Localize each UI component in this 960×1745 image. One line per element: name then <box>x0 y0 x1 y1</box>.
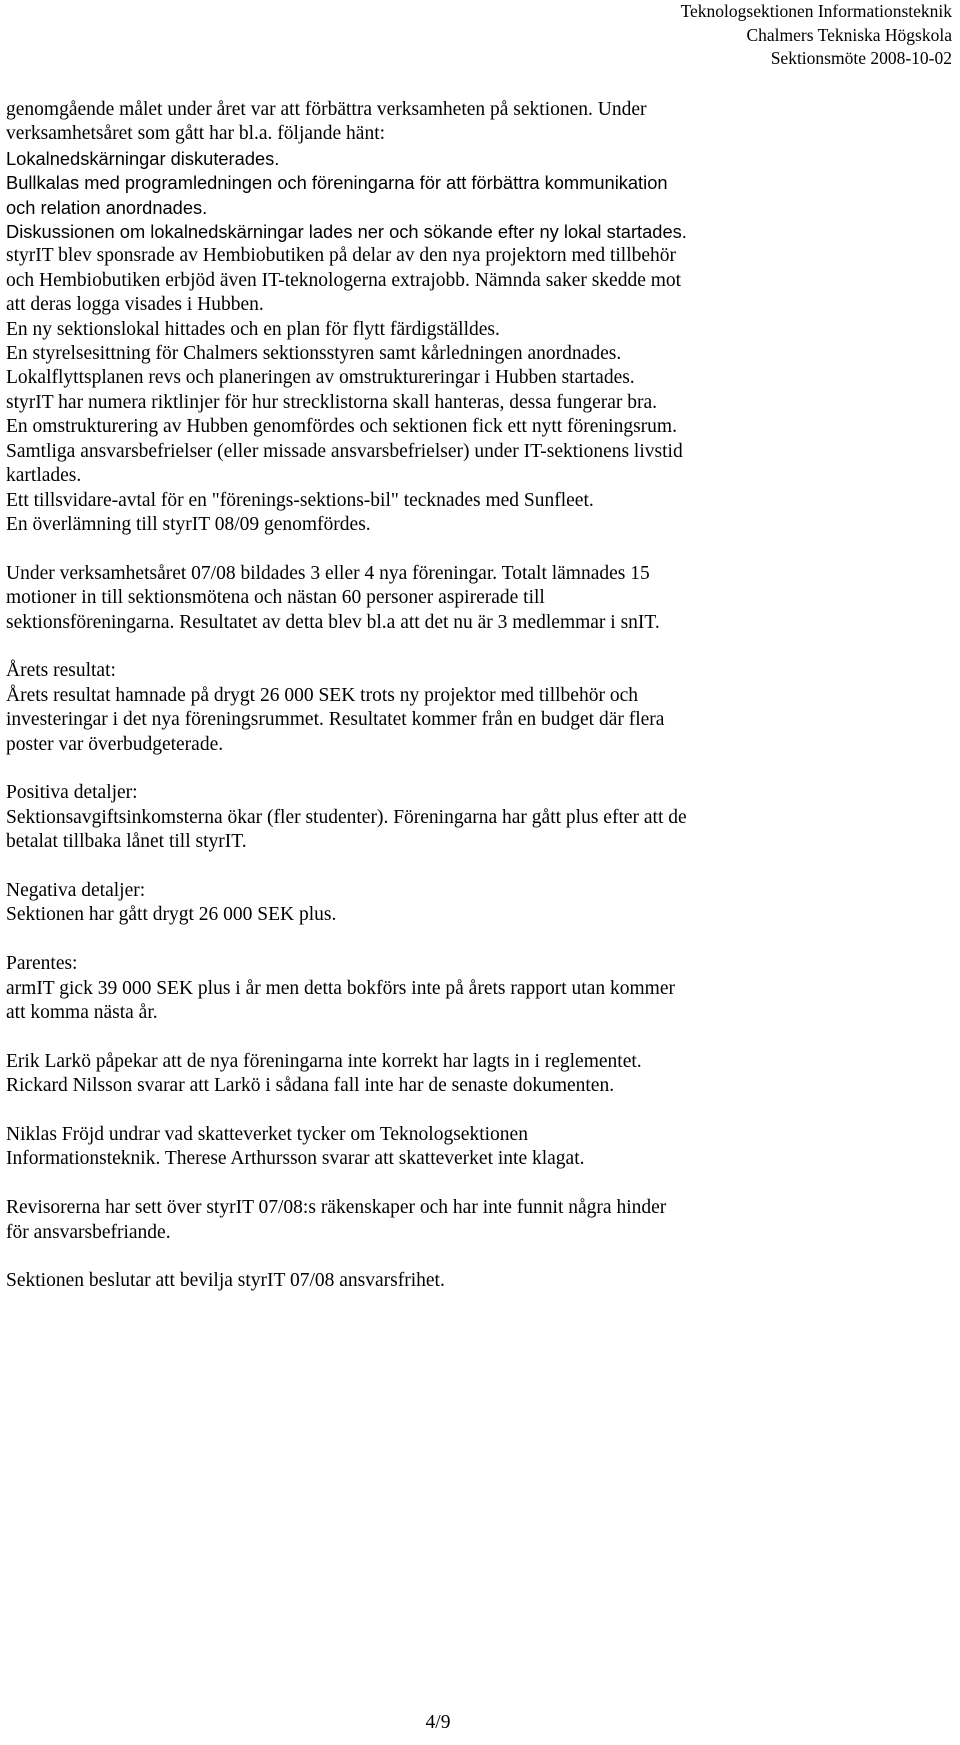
section-heading: Negativa detaljer: <box>6 879 146 901</box>
text-line: Revisorerna har sett över styrIT 07/08:s räkenskaper och har inte funnit några hinder <box>6 1197 667 1219</box>
text-line: för ansvarsbefriande. <box>6 1221 171 1243</box>
list-item: Ett tillsvidare-avtal för en "förenings-sektions-bil" tecknades med Sunfleet. <box>6 489 594 511</box>
header-section-name: Teknologsektionen Informationsteknik <box>680 1 952 21</box>
list-item: Lokalflyttsplanen revs och planeringen av omstruktureringar i Hubben startades. <box>6 367 635 389</box>
auditors-paragraph <box>6 1196 958 1245</box>
text-line: sektionsföreningarna. Resultatet av detta blev bl.a att det nu är 3 medlemmar i snIT. <box>6 611 660 633</box>
list-item: Diskussionen om lokalnedskärningar lades ner och sökande efter ny lokal startades. <box>6 221 687 243</box>
page-header <box>681 0 952 71</box>
positive-details-section <box>6 781 958 854</box>
list-item: styrIT har numera riktlinjer för hur strecklistorna skall hanteras, dessa fungerar bra. <box>6 391 658 413</box>
negative-details-section <box>6 879 958 928</box>
text-line: Informationsteknik. Therese Arthursson svarar att skatteverket inte klagat. <box>6 1148 585 1170</box>
activity-list <box>6 98 958 537</box>
larko-remark-paragraph <box>6 1050 958 1099</box>
list-item: och Hembiobutiken erbjöd även IT-teknologerna extrajobb. Nämnda saker skedde mot <box>6 269 682 291</box>
text-line: betalat tillbaka lånet till styrIT. <box>6 831 247 853</box>
text-line: poster var överbudgeterade. <box>6 733 224 755</box>
text-line: Sektionen har gått drygt 26 000 SEK plus. <box>6 904 337 926</box>
list-item: och relation anordnades. <box>6 196 208 218</box>
text-line: armIT gick 39 000 SEK plus i år men detta bokförs inte på årets rapport utan kommer <box>6 977 675 999</box>
section-heading: Årets resultat: <box>6 660 116 682</box>
text-line: Niklas Fröjd undrar vad skatteverket tycker om Teknologsektionen <box>6 1123 528 1145</box>
list-item: Samtliga ansvarsbefrielser (eller missade ansvarsbefrielser) under IT-sektionens livstid <box>6 440 683 462</box>
header-university: Chalmers Tekniska Högskola <box>746 24 952 45</box>
decision-paragraph <box>6 1269 958 1293</box>
list-item: En ny sektionslokal hittades och en plan för flytt färdigställdes. <box>6 318 500 340</box>
list-item: En omstrukturering av Hubben genomfördes och sektionen fick ett nytt föreningsrum. <box>6 416 677 438</box>
text-line: genomgående målet under året var att förbättra verksamheten på sektionen. Under <box>6 99 647 120</box>
list-item: En överlämning till styrIT 08/09 genomfördes. <box>6 513 371 535</box>
frojd-question-paragraph <box>6 1123 958 1172</box>
list-item: styrIT blev sponsrade av Hembiobutiken på delar av den nya projektorn med tillbehör <box>6 245 677 267</box>
annual-result-section <box>6 659 958 757</box>
list-item: att deras logga visades i Hubben. <box>6 294 264 316</box>
text-line: motioner in till sektionsmötena och nästan 60 personer aspirerade till <box>6 587 545 609</box>
header-meeting-date: Sektionsmöte 2008-10-02 <box>770 48 952 68</box>
text-line: att komma nästa år. <box>6 1001 158 1023</box>
text-line: verksamhetsåret som gått har bl.a. följande hänt: <box>6 123 386 145</box>
page-footer <box>0 1712 960 1734</box>
text-line: Årets resultat hamnade på drygt 26 000 SEK trots ny projektor med tillbehör och <box>6 684 638 706</box>
parenthesis-section <box>6 952 958 1025</box>
text-line: investeringar i det nya föreningsrummet. Resultatet kommer från en budget där flera <box>6 709 665 731</box>
text-line: Rickard Nilsson svarar att Larkö i sådana fall inte har de senaste dokumenten. <box>6 1075 615 1097</box>
page-number: 4/9 <box>425 1712 451 1733</box>
text-line: Sektionsavgiftsinkomsterna ökar (fler studenter). Föreningarna har gått plus efter att de <box>6 806 687 828</box>
associations-paragraph <box>6 562 958 635</box>
text-line: Sektionen beslutar att bevilja styrIT 07/08 ansvarsfrihet. <box>6 1270 445 1292</box>
list-item: En styrelsesittning för Chalmers sektionsstyren samt kårledningen anordnades. <box>6 343 622 365</box>
section-heading: Parentes: <box>6 953 78 975</box>
list-item: Bullkalas med programledningen och föreningarna för att förbättra kommunikation <box>6 172 668 194</box>
text-line: Erik Larkö påpekar att de nya föreningarna inte korrekt har lagts in i reglementet. <box>6 1050 642 1072</box>
text-line: Under verksamhetsåret 07/08 bildades 3 eller 4 nya föreningar. Totalt lämnades 15 <box>6 562 650 584</box>
document-body <box>6 98 958 1294</box>
section-heading: Positiva detaljer: <box>6 782 138 804</box>
list-item: kartlades. <box>6 465 82 487</box>
list-item: Lokalnedskärningar diskuterades. <box>6 147 280 169</box>
